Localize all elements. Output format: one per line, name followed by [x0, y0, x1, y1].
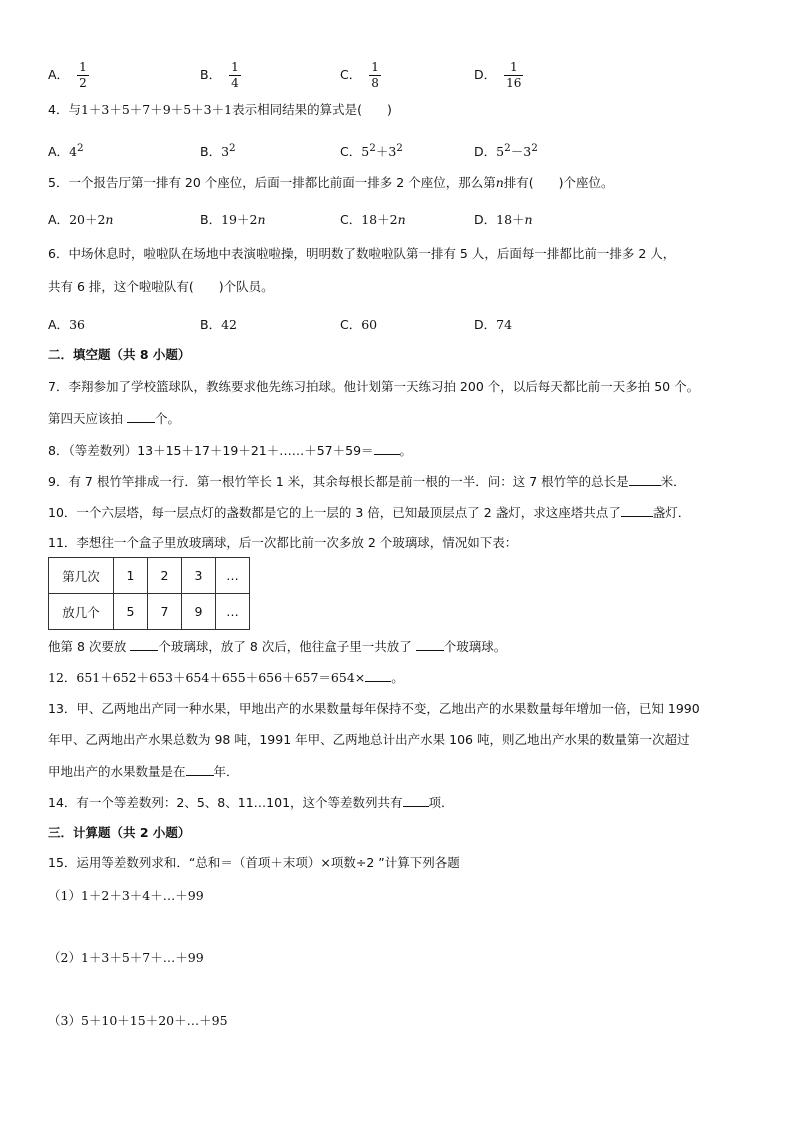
option-text: 74	[496, 317, 513, 332]
base: 5	[496, 144, 505, 160]
q12-stem	[48, 669, 404, 686]
table-cell: …	[216, 558, 250, 594]
q13-stem-line2: 年甲、乙两地出产水果总数为 98 吨，1991 年甲、乙两地总计出产水果 106 吨，则乙地出产水果的数量第一次超过	[48, 732, 690, 747]
option-label: D．	[474, 67, 497, 82]
exponent: 2	[369, 142, 376, 154]
base: 3	[388, 144, 397, 160]
q4-option-b	[200, 140, 236, 160]
q15-stem: 15．运用等差数列求和．“总和＝（首项＋末项）×项数÷2 ”计算下列各题	[48, 855, 460, 870]
exponent: 2	[77, 142, 84, 154]
q13-stem-line3	[48, 763, 239, 780]
denominator: 8	[371, 76, 379, 90]
table-cell: 7	[148, 594, 182, 630]
section-calculation-title: 三．计算题（共 2 小题）	[48, 825, 191, 840]
q11-after	[48, 638, 506, 655]
table-cell: 3	[182, 558, 216, 594]
answer-blank[interactable]	[130, 638, 158, 651]
table-cell: 1	[114, 558, 148, 594]
q12-stem-post: 。	[391, 670, 404, 685]
numerator: 1	[371, 60, 379, 74]
q11-stem: 11．李想往一个盒子里放玻璃球，后一次都比前一次多放 2 个玻璃球，情况如下表：	[48, 535, 518, 550]
table-cell: 5	[114, 594, 148, 630]
answer-blank[interactable]	[186, 763, 214, 776]
option-label: B．	[200, 144, 222, 160]
q6-stem-line2: 共有 6 排，这个啦啦队有( )个队员。	[48, 279, 274, 294]
variable: n	[495, 175, 504, 190]
q7-line2-pre: 第四天应该拍	[48, 411, 127, 426]
q4-option-d	[474, 140, 538, 160]
answer-blank[interactable]	[629, 473, 661, 486]
q8-stem-pre: 8．（等差数列）13＋15＋17＋19＋21＋……＋57＋59＝	[48, 443, 374, 458]
q4-option-c	[340, 140, 403, 160]
q14-stem-pre: 14．有一个等差数列：2、5、8、11…101，这个等差数列共有	[48, 795, 403, 810]
table-row	[49, 558, 250, 594]
option-label: C．	[340, 144, 362, 160]
q9-stem	[48, 473, 686, 490]
q4-stem-post: 表示相同结果的算式是( )	[232, 102, 392, 117]
numerator: 1	[231, 60, 239, 74]
q10-stem-post: 盏灯．	[652, 505, 691, 520]
option-text: 20＋2	[69, 212, 106, 227]
option-label: B．	[200, 317, 222, 332]
fraction	[77, 60, 89, 91]
answer-blank[interactable]	[127, 410, 155, 423]
q14-stem	[48, 794, 454, 811]
option-text: 19＋2	[221, 212, 258, 227]
operator: －	[510, 144, 524, 160]
q3-option-a	[48, 60, 89, 91]
table-cell: 第几次	[49, 558, 114, 594]
q13-line3-post: 年．	[213, 764, 239, 779]
q4-stem	[48, 102, 392, 118]
q3-option-c	[340, 60, 381, 91]
table-row	[49, 594, 250, 630]
option-text: 36	[69, 317, 85, 332]
denominator: 4	[231, 76, 239, 90]
q3-option-d	[474, 60, 523, 91]
q11-table	[48, 557, 250, 630]
table-cell: 2	[148, 558, 182, 594]
fraction	[229, 60, 241, 91]
q7-stem-line2	[48, 410, 180, 427]
q5-option-d	[474, 212, 533, 228]
q9-stem-post: 米．	[660, 474, 686, 489]
q4-stem-pre: 4．与	[48, 102, 81, 117]
option-label: A．	[48, 317, 70, 332]
q5-stem	[48, 175, 614, 191]
q11-after-a: 他第 8 次要放	[48, 639, 131, 654]
q11-after-c: 个玻璃球。	[443, 639, 507, 654]
numerator: 1	[79, 60, 87, 74]
answer-blank[interactable]	[416, 638, 444, 651]
option-label: C．	[340, 317, 362, 332]
q8-stem	[48, 442, 412, 459]
table-cell: …	[216, 594, 250, 630]
base: 5	[361, 144, 370, 160]
variable: n	[257, 212, 266, 227]
answer-blank[interactable]	[374, 442, 400, 455]
q6-option-b	[200, 317, 237, 333]
q7-stem-line1: 7．李翔参加了学校篮球队，教练要求他先练习拍球。他计划第一天练习拍 200 个，以后每天都比前一天多拍 50 个。	[48, 379, 700, 394]
fraction	[504, 60, 523, 91]
section-fill-in-title: 二．填空题（共 8 小题）	[48, 347, 191, 362]
denominator: 16	[506, 76, 522, 90]
q5-option-c	[340, 212, 406, 228]
exponent: 2	[504, 142, 511, 154]
q6-stem-line1: 6．中场休息时，啦啦队在场地中表演啦啦操，明明数了数啦啦队第一排有 5 人，后面每一排都比前一排多 2 人，	[48, 246, 676, 261]
q6-option-c	[340, 317, 377, 333]
answer-blank[interactable]	[403, 794, 429, 807]
q4-expression: 1＋3＋5＋7＋9＋5＋3＋1	[80, 102, 233, 117]
option-label: B．	[200, 67, 222, 82]
q15-part-1: （1）1＋2＋3＋4＋…＋99	[48, 888, 204, 903]
q13-line3-pre: 甲地出产的水果数量是在	[48, 764, 186, 779]
answer-blank[interactable]	[621, 504, 653, 517]
answer-blank[interactable]	[365, 669, 391, 682]
q9-stem-pre: 9．有 7 根竹竿排成一行．第一根竹竿长 1 米，其余每根长都是前一根的一半．问：这 7 根竹竿的总长是	[48, 474, 629, 489]
fraction	[369, 60, 381, 91]
q15-part-3: （3）5＋10＋15＋20＋…＋95	[48, 1013, 228, 1028]
q6-option-d	[474, 317, 512, 333]
q6-option-a	[48, 317, 85, 333]
option-label: A．	[48, 144, 70, 160]
q4-option-a	[48, 140, 84, 160]
base: 4	[69, 144, 78, 160]
q7-line2-post: 个。	[154, 411, 180, 426]
q5-stem-pre: 5．一个报告厅第一排有 20 个座位，后面一排都比前面一排多 2 个座位，那么第	[48, 175, 496, 190]
q13-stem-line1: 13．甲、乙两地出产同一种水果，甲地出产的水果数量每年保持不变，乙地出产的水果数量每年增加一倍，已知 1990	[48, 701, 700, 716]
option-label: D．	[474, 317, 497, 332]
option-label: B．	[200, 212, 222, 227]
option-label: D．	[474, 212, 497, 227]
q5-stem-post: 排有( )个座位。	[503, 175, 614, 190]
option-text: 18＋2	[361, 212, 398, 227]
numerator: 1	[504, 60, 523, 76]
q3-option-b	[200, 60, 241, 91]
q10-stem-pre: 10．一个六层塔，每一层点灯的盏数都是它的上一层的 3 倍，已知最顶层点了 2 盏灯，求这座塔共点了	[48, 505, 621, 520]
option-text: 60	[361, 317, 378, 332]
variable: n	[524, 212, 533, 227]
option-label: A．	[48, 212, 70, 227]
table-cell: 9	[182, 594, 216, 630]
q11-after-b: 个玻璃球，放了 8 次后，他往盒子里一共放了	[158, 639, 416, 654]
q15-part-2: （2）1＋3＋5＋7＋…＋99	[48, 950, 204, 965]
option-label: C．	[340, 67, 362, 82]
option-text: 18＋	[496, 212, 525, 227]
option-label: C．	[340, 212, 362, 227]
denominator: 2	[79, 76, 87, 90]
q8-stem-post: 。	[399, 443, 413, 458]
exponent: 2	[229, 142, 236, 154]
table-cell: 放几个	[49, 594, 114, 630]
q10-stem	[48, 504, 690, 521]
option-label: A．	[48, 67, 70, 82]
base: 3	[523, 144, 532, 160]
q5-option-a	[48, 212, 113, 228]
option-text: 42	[221, 317, 237, 332]
variable: n	[105, 212, 114, 227]
variable: n	[397, 212, 406, 227]
q14-stem-post: 项．	[428, 795, 454, 810]
q12-stem-pre: 12．651＋652＋653＋654＋655＋656＋657＝654×	[48, 670, 366, 685]
operator: ＋	[375, 144, 389, 160]
base: 3	[221, 144, 230, 160]
q5-option-b	[200, 212, 266, 228]
exponent: 2	[531, 142, 538, 154]
option-label: D．	[474, 144, 497, 160]
exponent: 2	[396, 142, 403, 154]
